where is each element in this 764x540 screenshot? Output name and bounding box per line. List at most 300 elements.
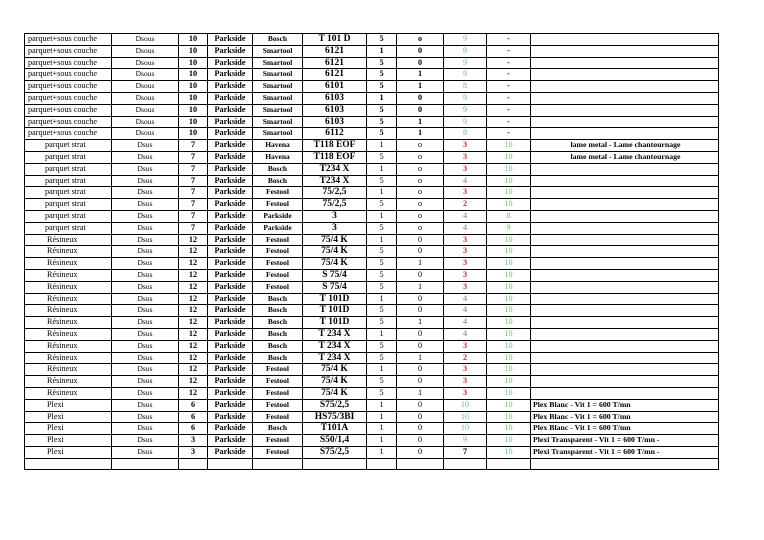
note-cell	[531, 246, 719, 258]
thickness-cell: 12	[179, 281, 208, 293]
brand-cell: Parkside	[208, 222, 253, 234]
speed-cell: 5	[367, 175, 397, 187]
thickness-cell: 10	[179, 81, 208, 93]
brand-cell: Parkside	[208, 151, 253, 163]
score-b-cell: 10	[487, 435, 531, 447]
pendulum-cell: 1	[397, 128, 444, 140]
pendulum-cell	[397, 458, 444, 470]
support-cell: Dsus	[112, 352, 179, 364]
blade-cell: 3	[303, 222, 367, 234]
speed-cell: 1	[367, 423, 397, 435]
material-cell: parquet strat	[25, 187, 112, 199]
material-cell: Plexi	[25, 446, 112, 458]
tool-cell: Parkside	[253, 222, 303, 234]
tool-cell: Bosch	[253, 352, 303, 364]
thickness-cell: 7	[179, 140, 208, 152]
score-a-cell: 4	[444, 175, 487, 187]
table-row	[25, 446, 719, 458]
speed-cell: 5	[367, 246, 397, 258]
brand-cell: Parkside	[208, 175, 253, 187]
score-b-cell: 10	[487, 411, 531, 423]
pendulum-cell: 0	[397, 411, 444, 423]
blade-cell: S75/2,5	[303, 446, 367, 458]
material-cell: parquet+sous couche	[25, 34, 112, 46]
thickness-cell: 10	[179, 92, 208, 104]
thickness-cell: 12	[179, 293, 208, 305]
thickness-cell: 7	[179, 151, 208, 163]
table-row	[25, 128, 719, 140]
support-cell: Dsus	[112, 411, 179, 423]
thickness-cell: 7	[179, 163, 208, 175]
tool-cell: Festool	[253, 246, 303, 258]
support-cell: Dsus	[112, 364, 179, 376]
material-cell: Résineux	[25, 387, 112, 399]
pendulum-cell: 0	[397, 305, 444, 317]
note-cell: Plex Blanc - Vit 1 = 600 T/mn	[531, 399, 719, 411]
note-cell	[531, 210, 719, 222]
pendulum-cell: 1	[397, 258, 444, 270]
pendulum-cell: 1	[397, 352, 444, 364]
score-b-cell: 10	[487, 175, 531, 187]
score-b-cell: -	[487, 128, 531, 140]
note-cell: Plexi Transparent - Vit 1 = 600 T/mn -	[531, 435, 719, 447]
score-a-cell: 4	[444, 305, 487, 317]
support-cell: Dsous	[112, 104, 179, 116]
brand-cell	[208, 458, 253, 470]
note-cell	[531, 45, 719, 57]
material-cell: Résineux	[25, 281, 112, 293]
score-a-cell: 10	[444, 423, 487, 435]
tool-cell: Festool	[253, 435, 303, 447]
score-a-cell: 3	[444, 140, 487, 152]
material-cell: Résineux	[25, 305, 112, 317]
brand-cell: Parkside	[208, 446, 253, 458]
tool-cell: Festool	[253, 387, 303, 399]
support-cell: Dsous	[112, 92, 179, 104]
table-row	[25, 387, 719, 399]
brand-cell: Parkside	[208, 293, 253, 305]
score-b-cell: 10	[487, 317, 531, 329]
score-a-cell: 2	[444, 352, 487, 364]
speed-cell: 1	[367, 446, 397, 458]
thickness-cell: 12	[179, 234, 208, 246]
score-a-cell: 9	[444, 435, 487, 447]
pendulum-cell: 0	[397, 57, 444, 69]
thickness-cell: 12	[179, 387, 208, 399]
material-cell: parquet+sous couche	[25, 81, 112, 93]
score-a-cell: 9	[444, 34, 487, 46]
material-cell: parquet+sous couche	[25, 104, 112, 116]
speed-cell: 1	[367, 328, 397, 340]
material-cell: Résineux	[25, 293, 112, 305]
pendulum-cell: 1	[397, 81, 444, 93]
support-cell: Dsus	[112, 151, 179, 163]
pendulum-cell: 0	[397, 399, 444, 411]
table-row	[25, 234, 719, 246]
score-b-cell: 10	[487, 364, 531, 376]
thickness-cell: 6	[179, 423, 208, 435]
speed-cell: 1	[367, 163, 397, 175]
brand-cell: Parkside	[208, 210, 253, 222]
brand-cell: Parkside	[208, 305, 253, 317]
note-cell	[531, 116, 719, 128]
score-a-cell: 4	[444, 293, 487, 305]
thickness-cell: 12	[179, 376, 208, 388]
material-cell: Résineux	[25, 364, 112, 376]
brand-cell: Parkside	[208, 258, 253, 270]
note-cell	[531, 328, 719, 340]
pendulum-cell: 0	[397, 328, 444, 340]
material-cell	[25, 458, 112, 470]
support-cell: Dsus	[112, 222, 179, 234]
note-cell	[531, 317, 719, 329]
tool-cell: Festool	[253, 199, 303, 211]
blade-cell: 75/4 K	[303, 376, 367, 388]
speed-cell: 5	[367, 222, 397, 234]
brand-cell: Parkside	[208, 364, 253, 376]
brand-cell: Parkside	[208, 92, 253, 104]
speed-cell: 1	[367, 293, 397, 305]
speed-cell: 5	[367, 128, 397, 140]
blade-cell: T 101 D	[303, 34, 367, 46]
material-cell: Résineux	[25, 340, 112, 352]
thickness-cell: 12	[179, 317, 208, 329]
score-b-cell: -	[487, 92, 531, 104]
table-row	[25, 163, 719, 175]
support-cell: Dsus	[112, 423, 179, 435]
score-a-cell: 3	[444, 281, 487, 293]
speed-cell: 1	[367, 411, 397, 423]
pendulum-cell: o	[397, 163, 444, 175]
blade-cell: 75/4 K	[303, 364, 367, 376]
support-cell: Dsus	[112, 163, 179, 175]
pendulum-cell: o	[397, 199, 444, 211]
speed-cell: 5	[367, 258, 397, 270]
brand-cell: Parkside	[208, 340, 253, 352]
note-cell	[531, 458, 719, 470]
blade-cell: 3	[303, 210, 367, 222]
blade-cell	[303, 458, 367, 470]
table-row	[25, 340, 719, 352]
pendulum-cell: o	[397, 210, 444, 222]
thickness-cell: 10	[179, 34, 208, 46]
brand-cell: Parkside	[208, 104, 253, 116]
data-table	[24, 33, 719, 470]
note-cell	[531, 128, 719, 140]
score-a-cell: 4	[444, 317, 487, 329]
pendulum-cell: 0	[397, 104, 444, 116]
tool-cell: Festool	[253, 187, 303, 199]
thickness-cell: 3	[179, 435, 208, 447]
note-cell	[531, 104, 719, 116]
thickness-cell: 3	[179, 446, 208, 458]
score-a-cell: 3	[444, 151, 487, 163]
material-cell: Résineux	[25, 376, 112, 388]
pendulum-cell: o	[397, 34, 444, 46]
pendulum-cell: 0	[397, 364, 444, 376]
brand-cell: Parkside	[208, 423, 253, 435]
thickness-cell: 10	[179, 57, 208, 69]
table-row	[25, 305, 719, 317]
speed-cell: 5	[367, 305, 397, 317]
support-cell: Dsous	[112, 57, 179, 69]
table-row	[25, 399, 719, 411]
score-b-cell: -	[487, 104, 531, 116]
score-b-cell	[487, 458, 531, 470]
note-cell	[531, 199, 719, 211]
table-row	[25, 81, 719, 93]
support-cell: Dsus	[112, 234, 179, 246]
table-row	[25, 317, 719, 329]
score-b-cell: 10	[487, 293, 531, 305]
thickness-cell: 6	[179, 399, 208, 411]
blade-cell: S 75/4	[303, 281, 367, 293]
table-row	[25, 92, 719, 104]
table-row	[25, 281, 719, 293]
blade-cell: 6121	[303, 57, 367, 69]
tool-cell: Bosch	[253, 317, 303, 329]
blade-cell: 75/4 K	[303, 234, 367, 246]
table-row	[25, 34, 719, 46]
speed-cell: 5	[367, 104, 397, 116]
speed-cell: 1	[367, 435, 397, 447]
speed-cell: 5	[367, 69, 397, 81]
support-cell: Dsus	[112, 387, 179, 399]
blade-cell: T101A	[303, 423, 367, 435]
speed-cell: 5	[367, 281, 397, 293]
speed-cell: 1	[367, 210, 397, 222]
score-a-cell: 9	[444, 116, 487, 128]
blade-cell: S75/2,5	[303, 399, 367, 411]
table-row	[25, 175, 719, 187]
pendulum-cell: o	[397, 222, 444, 234]
support-cell: Dsus	[112, 293, 179, 305]
material-cell: Résineux	[25, 352, 112, 364]
score-b-cell: 10	[487, 446, 531, 458]
material-cell: parquet strat	[25, 163, 112, 175]
score-b-cell: 10	[487, 399, 531, 411]
table-row	[25, 435, 719, 447]
score-a-cell: 3	[444, 269, 487, 281]
blade-cell: S 75/4	[303, 269, 367, 281]
blade-cell: 6112	[303, 128, 367, 140]
support-cell	[112, 458, 179, 470]
brand-cell: Parkside	[208, 411, 253, 423]
blade-cell: 6121	[303, 69, 367, 81]
material-cell: Résineux	[25, 269, 112, 281]
speed-cell: 5	[367, 317, 397, 329]
tool-cell: Festool	[253, 258, 303, 270]
note-cell	[531, 34, 719, 46]
speed-cell: 1	[367, 140, 397, 152]
support-cell: Dsous	[112, 116, 179, 128]
brand-cell: Parkside	[208, 352, 253, 364]
blade-cell: 75/4 K	[303, 387, 367, 399]
pendulum-cell: 1	[397, 387, 444, 399]
material-cell: Plexi	[25, 411, 112, 423]
speed-cell: 5	[367, 81, 397, 93]
score-a-cell: 4	[444, 210, 487, 222]
tool-cell: Smartool	[253, 128, 303, 140]
score-b-cell: 10	[487, 151, 531, 163]
note-cell	[531, 364, 719, 376]
pendulum-cell: 0	[397, 340, 444, 352]
tool-cell: Smartool	[253, 69, 303, 81]
blade-cell: T 101D	[303, 317, 367, 329]
material-cell: parquet strat	[25, 210, 112, 222]
blade-cell: 6103	[303, 116, 367, 128]
brand-cell: Parkside	[208, 246, 253, 258]
score-b-cell: -	[487, 116, 531, 128]
score-b-cell: 10	[487, 423, 531, 435]
brand-cell: Parkside	[208, 387, 253, 399]
pendulum-cell: 0	[397, 45, 444, 57]
brand-cell: Parkside	[208, 128, 253, 140]
note-cell	[531, 222, 719, 234]
score-a-cell: 9	[444, 45, 487, 57]
brand-cell: Parkside	[208, 317, 253, 329]
support-cell: Dsus	[112, 187, 179, 199]
table-row	[25, 352, 719, 364]
note-cell	[531, 281, 719, 293]
table-row	[25, 151, 719, 163]
note-cell	[531, 269, 719, 281]
brand-cell: Parkside	[208, 269, 253, 281]
score-a-cell: 9	[444, 57, 487, 69]
thickness-cell: 10	[179, 69, 208, 81]
speed-cell: 5	[367, 57, 397, 69]
table-row	[25, 411, 719, 423]
material-cell: parquet strat	[25, 140, 112, 152]
tool-cell: Festool	[253, 376, 303, 388]
blade-cell: T118 EOF	[303, 151, 367, 163]
blade-cell: T118 EOF	[303, 140, 367, 152]
thickness-cell: 10	[179, 45, 208, 57]
material-cell: parquet strat	[25, 175, 112, 187]
material-cell: parquet+sous couche	[25, 57, 112, 69]
tool-cell: Smartool	[253, 45, 303, 57]
blade-cell: 75/2,5	[303, 199, 367, 211]
material-cell: Résineux	[25, 317, 112, 329]
thickness-cell: 12	[179, 352, 208, 364]
thickness-cell: 12	[179, 246, 208, 258]
tool-cell: Bosch	[253, 293, 303, 305]
table-row	[25, 423, 719, 435]
material-cell: parquet+sous couche	[25, 92, 112, 104]
score-a-cell	[444, 458, 487, 470]
material-cell: Plexi	[25, 435, 112, 447]
tool-cell: Bosch	[253, 340, 303, 352]
tool-cell: Bosch	[253, 305, 303, 317]
note-cell	[531, 92, 719, 104]
note-cell	[531, 163, 719, 175]
score-b-cell: 10	[487, 258, 531, 270]
material-cell: parquet strat	[25, 199, 112, 211]
support-cell: Dsus	[112, 435, 179, 447]
score-b-cell: 10	[487, 340, 531, 352]
pendulum-cell: 1	[397, 116, 444, 128]
score-b-cell: 10	[487, 269, 531, 281]
speed-cell: 1	[367, 45, 397, 57]
support-cell: Dsus	[112, 175, 179, 187]
support-cell: Dsus	[112, 328, 179, 340]
table-row	[25, 258, 719, 270]
brand-cell: Parkside	[208, 435, 253, 447]
thickness-cell: 12	[179, 305, 208, 317]
blade-cell: HS75/3BI	[303, 411, 367, 423]
table-row	[25, 246, 719, 258]
table-row	[25, 269, 719, 281]
thickness-cell	[179, 458, 208, 470]
thickness-cell: 7	[179, 187, 208, 199]
score-a-cell: 3	[444, 246, 487, 258]
tool-cell: Festool	[253, 411, 303, 423]
thickness-cell: 6	[179, 411, 208, 423]
support-cell: Dsous	[112, 69, 179, 81]
support-cell: Dsus	[112, 258, 179, 270]
thickness-cell: 10	[179, 128, 208, 140]
support-cell: Dsus	[112, 281, 179, 293]
note-cell	[531, 175, 719, 187]
table-row	[25, 210, 719, 222]
score-a-cell: 8	[444, 81, 487, 93]
score-b-cell: -	[487, 81, 531, 93]
note-cell	[531, 293, 719, 305]
tool-cell: Havena	[253, 140, 303, 152]
blade-cell: T234 X	[303, 163, 367, 175]
support-cell: Dsous	[112, 34, 179, 46]
speed-cell: 5	[367, 269, 397, 281]
tool-cell: Bosch	[253, 34, 303, 46]
tool-cell: Bosch	[253, 175, 303, 187]
score-a-cell: 3	[444, 258, 487, 270]
thickness-cell: 10	[179, 116, 208, 128]
tool-cell: Smartool	[253, 104, 303, 116]
score-a-cell: 8	[444, 128, 487, 140]
speed-cell: 5	[367, 116, 397, 128]
pendulum-cell: 0	[397, 246, 444, 258]
pendulum-cell: 0	[397, 446, 444, 458]
score-a-cell: 9	[444, 92, 487, 104]
pendulum-cell: 0	[397, 269, 444, 281]
note-cell	[531, 81, 719, 93]
brand-cell: Parkside	[208, 45, 253, 57]
speed-cell: 5	[367, 34, 397, 46]
tool-cell: Smartool	[253, 57, 303, 69]
brand-cell: Parkside	[208, 81, 253, 93]
material-cell: parquet+sous couche	[25, 116, 112, 128]
table-row	[25, 293, 719, 305]
tool-cell: Festool	[253, 399, 303, 411]
tool-cell: Smartool	[253, 81, 303, 93]
speed-cell	[367, 458, 397, 470]
table-body	[25, 34, 719, 470]
support-cell: Dsus	[112, 246, 179, 258]
tool-cell: Festool	[253, 446, 303, 458]
note-cell	[531, 234, 719, 246]
pendulum-cell: 1	[397, 69, 444, 81]
score-b-cell: 10	[487, 352, 531, 364]
table-row	[25, 199, 719, 211]
speed-cell: 1	[367, 92, 397, 104]
support-cell: Dsus	[112, 140, 179, 152]
score-a-cell: 4	[444, 222, 487, 234]
blade-cell: 6103	[303, 92, 367, 104]
material-cell: Plexi	[25, 399, 112, 411]
table-row	[25, 104, 719, 116]
score-b-cell: 10	[487, 328, 531, 340]
blade-cell: S50/1,4	[303, 435, 367, 447]
